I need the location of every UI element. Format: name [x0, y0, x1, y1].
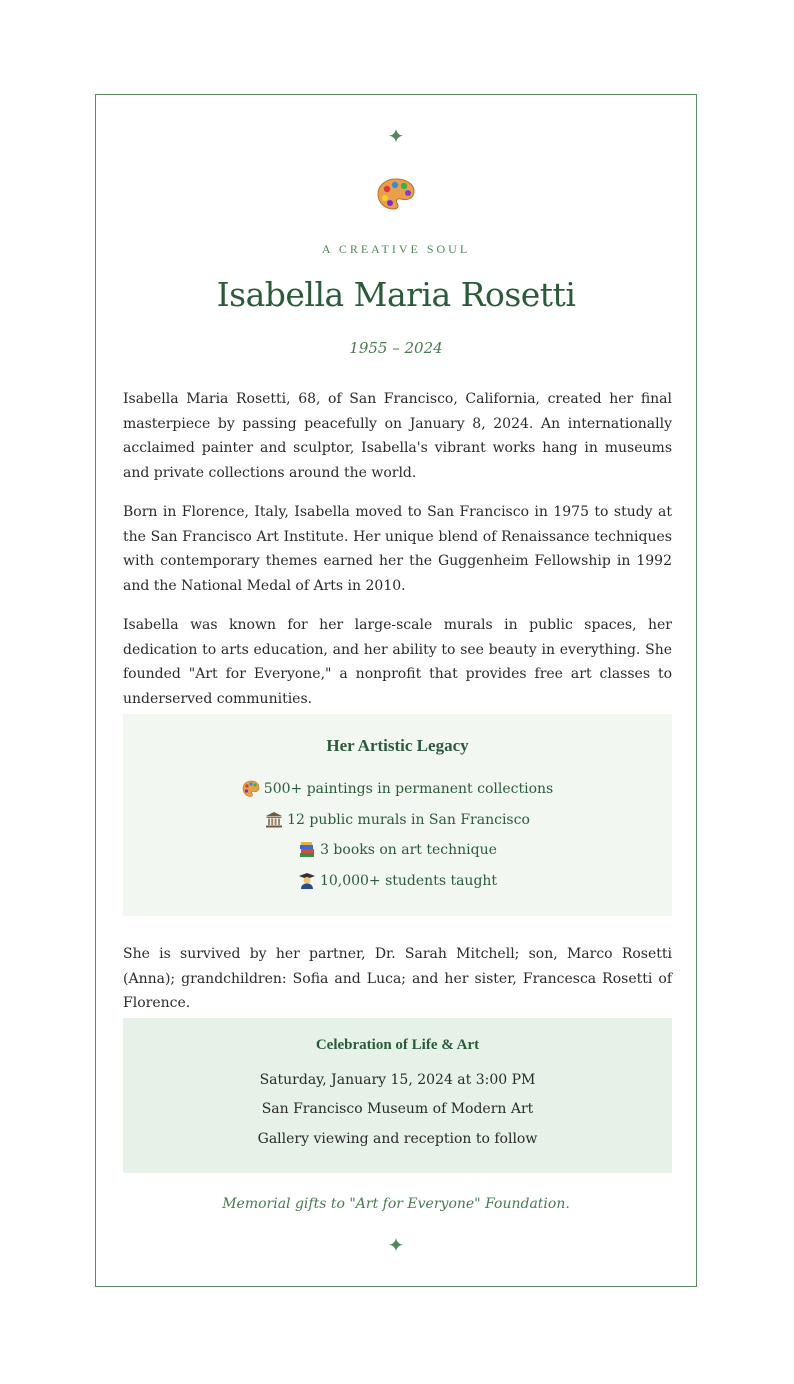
- list-item: [123, 866, 672, 897]
- student-icon: [298, 872, 316, 890]
- service-date-time: Saturday, January 15, 2024 at 3:00 PM: [259, 1072, 536, 1088]
- obituary-paragraph-career: Isabella was known for her large-scale murals in public spaces, her dedication to arts education, and her ability to see beauty in everything. She founded "Art for Everyone," a nonprofit that provides free art classes to underserved communities.: [123, 617, 672, 707]
- list-item: [123, 774, 672, 805]
- legacy-item-text: 500+ paintings in permanent collections: [263, 781, 554, 798]
- legacy-item-text: 10,000+ students taught: [319, 872, 498, 889]
- obituary-paragraph-intro: Isabella Maria Rosetti, 68, of San Francisco, California, created her final masterpiece by passing peacefully on January 8, 2024. An internationally acclaimed painter and sculptor, Isabella's vibrant works hang in museums and private collections around the world.: [123, 391, 672, 481]
- obituary-paragraph-biography: Born in Florence, Italy, Isabella moved to San Francisco in 1975 to study at the San Francisco Art Institute. Her unique blend of Renaissance techniques with contemporary themes earned her the Guggenheim Fellowship in 1992 and the National Medal of Arts in 2010.: [123, 504, 672, 594]
- subtitle: A CREATIVE SOUL: [321, 242, 471, 256]
- service-title: Celebration of Life & Art: [315, 1037, 480, 1053]
- legacy-box: [123, 714, 672, 916]
- service-note: Gallery viewing and reception to follow: [257, 1131, 538, 1147]
- memorial-gifts-note: Memorial gifts to "Art for Everyone" Foundation.: [222, 1196, 570, 1212]
- deceased-name: Isabella Maria Rosetti: [216, 275, 576, 314]
- list-item: [123, 835, 672, 866]
- four-point-star-icon: ✦: [387, 1233, 405, 1257]
- obituary-card: [95, 94, 697, 1287]
- classical-building-icon: [265, 811, 283, 829]
- books-icon: [298, 841, 316, 859]
- legacy-title: Her Artistic Legacy: [326, 736, 469, 755]
- list-item: [123, 805, 672, 836]
- obituary-paragraph-survivors: She is survived by her partner, Dr. Sarah Mitchell; son, Marco Rosetti (Anna); grandchildren: Sofia and Luca; and her sister, Francesca Rosetti of Florence.: [123, 946, 672, 1011]
- legacy-item-text: 12 public murals in San Francisco: [287, 811, 530, 828]
- four-point-star-icon: ✦: [387, 124, 405, 148]
- service-box: [123, 1018, 672, 1173]
- artist-palette-icon: [96, 177, 696, 211]
- legacy-list: [123, 774, 672, 896]
- legacy-item-text: 3 books on art technique: [320, 842, 497, 859]
- service-venue: San Francisco Museum of Modern Art: [261, 1101, 534, 1117]
- life-dates: 1955 – 2024: [349, 339, 443, 357]
- artist-palette-icon: [242, 780, 260, 798]
